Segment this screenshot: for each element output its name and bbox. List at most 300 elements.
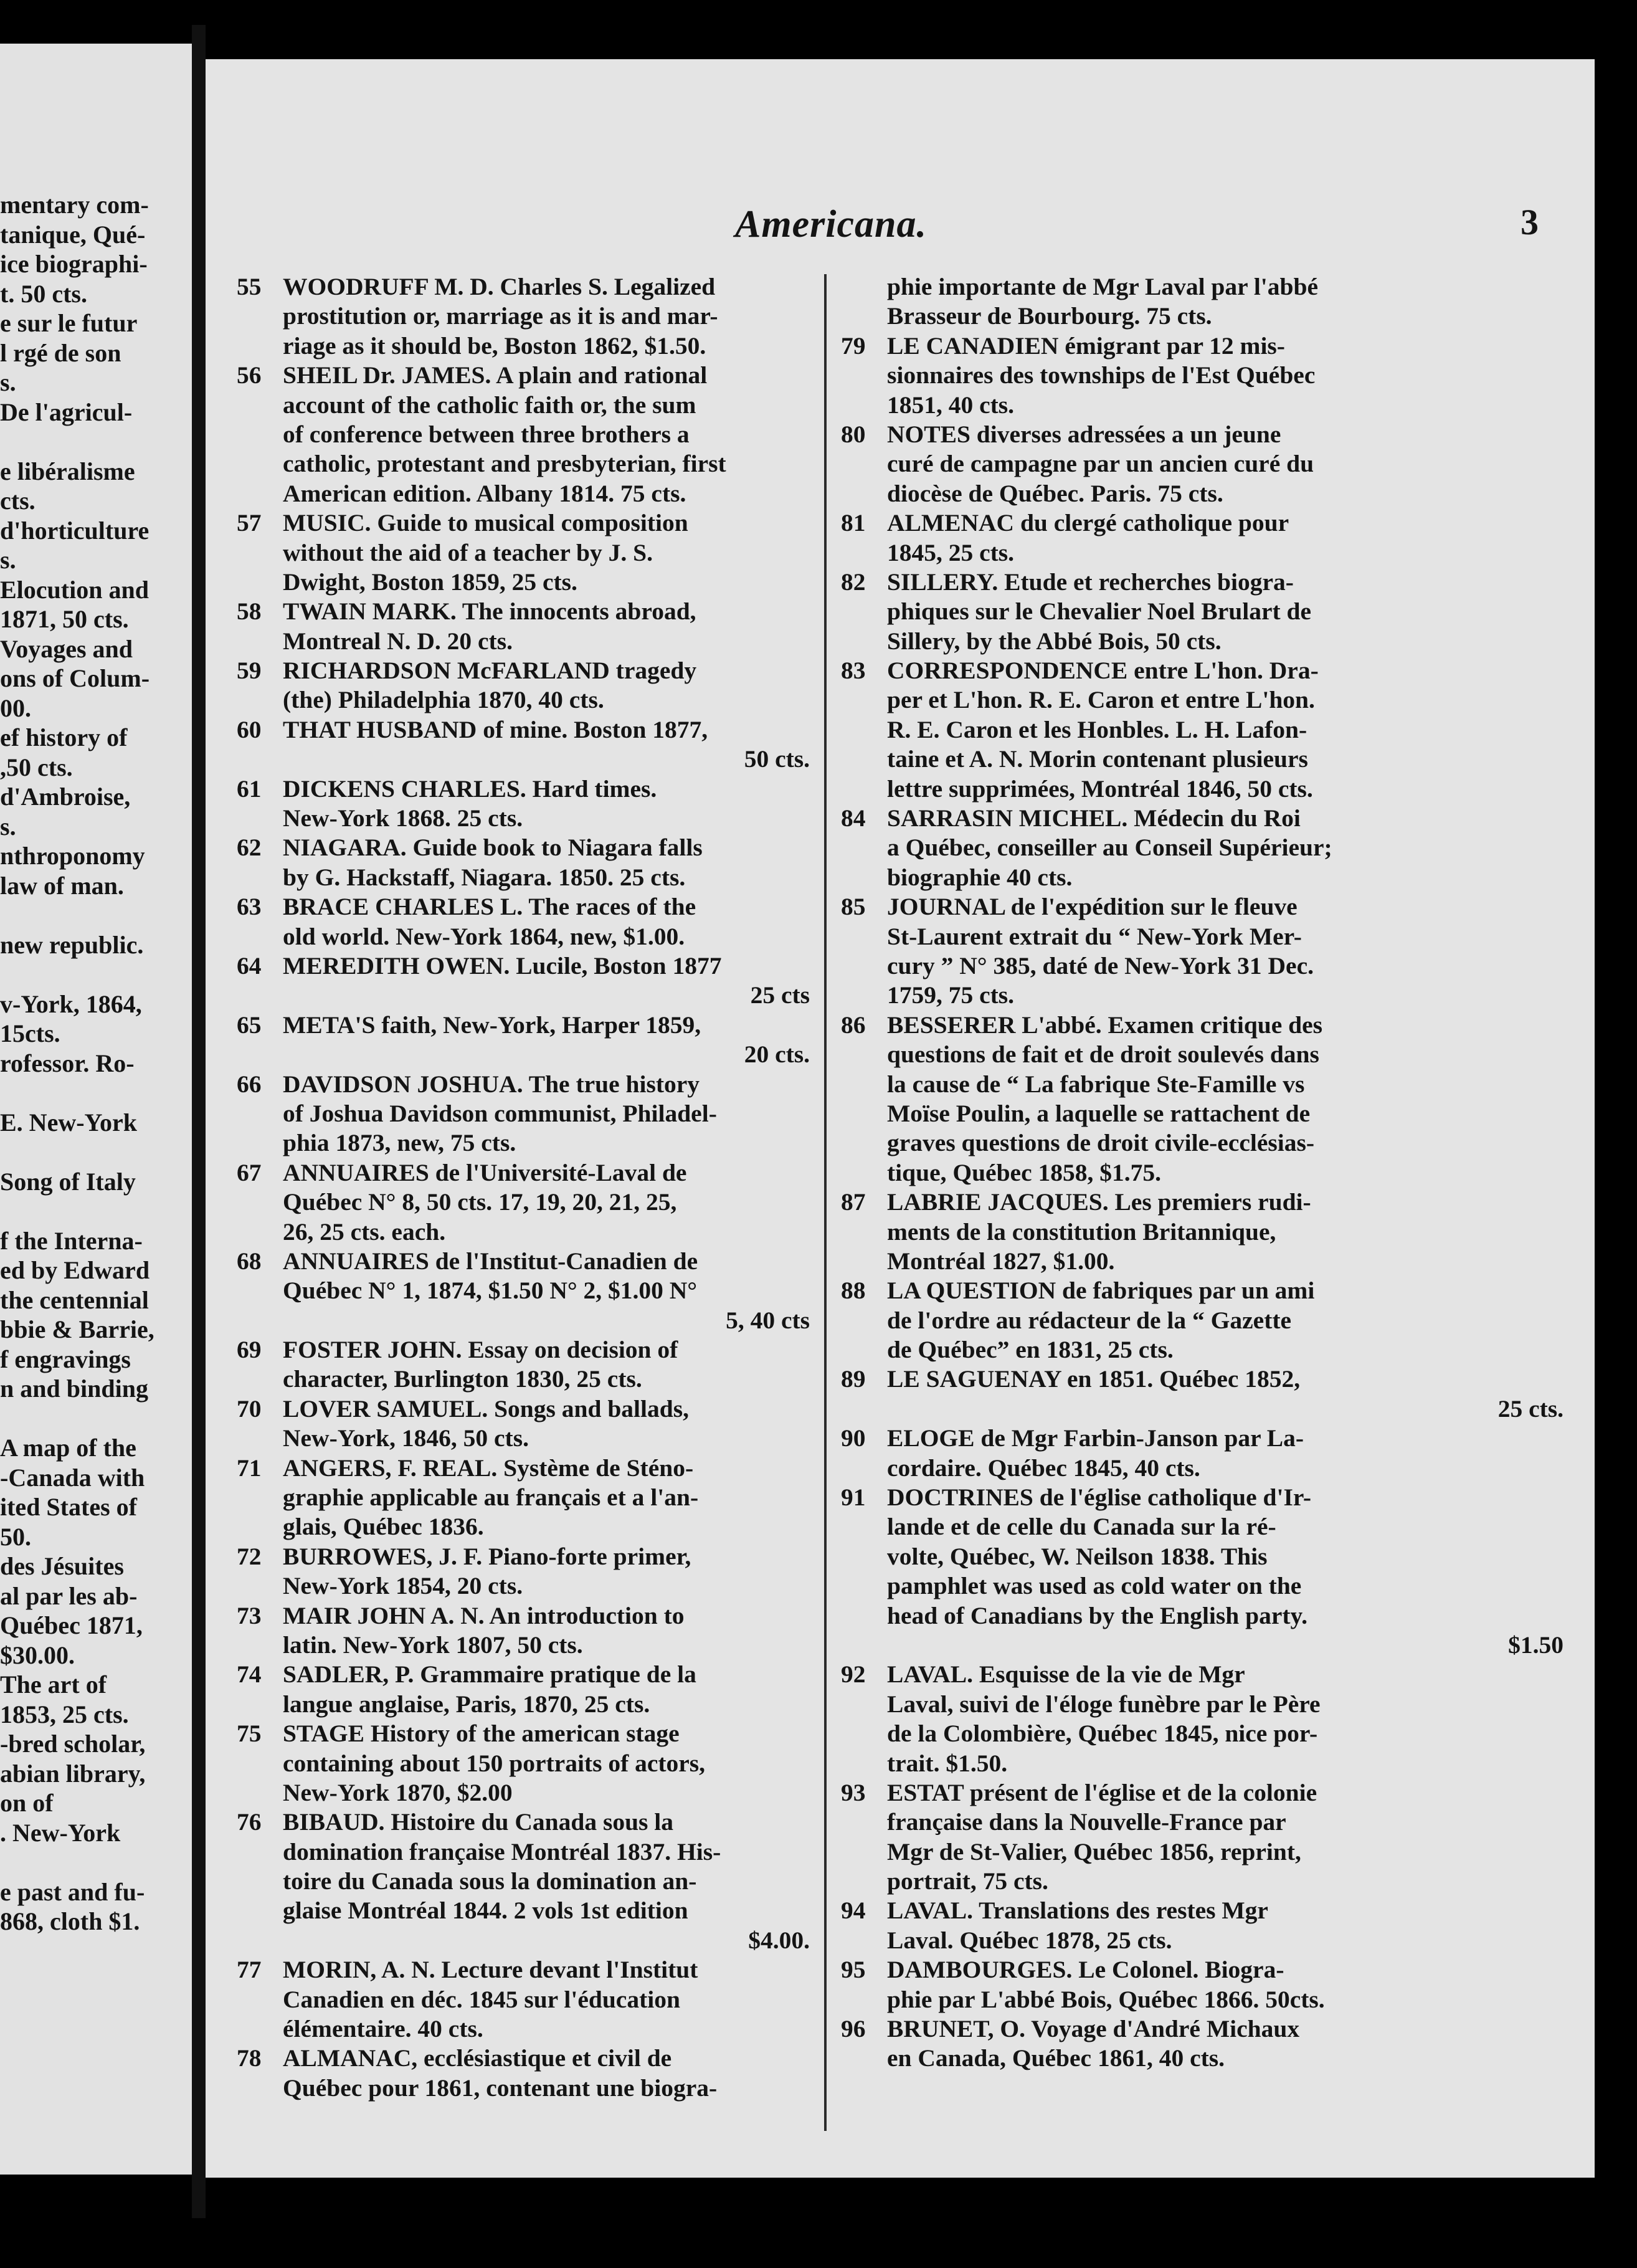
catalog-entry-line (841, 1040, 1576, 1069)
page-number: 3 (1521, 202, 1539, 242)
facing-page-line (0, 1196, 187, 1226)
facing-page-line (0, 1226, 187, 1256)
catalog-entry-start (237, 715, 822, 745)
entry-text: NOTES diverses adressées a un jeune (887, 420, 1281, 448)
catalog-entry-line (841, 1217, 1576, 1247)
entry-text: TWAIN MARK. The innocents abroad, (283, 598, 696, 626)
entry-text: riage as it should be, Boston 1862, $1.50. (283, 331, 706, 360)
catalog-entry-line (841, 361, 1576, 390)
entry-text: Québec N° 8, 50 cts. 17, 19, 20, 21, 25, (283, 1188, 677, 1216)
catalog-entry-line (237, 1837, 822, 1867)
entry-text: BRUNET, O. Voyage d'André Michaux (887, 2015, 1300, 2043)
entry-text: en Canada, Québec 1861, 40 cts. (887, 2044, 1225, 2072)
facing-page-line-text: -Canada with (0, 1463, 145, 1492)
catalog-entry-line (237, 538, 822, 568)
catalog-entry-line (237, 568, 822, 597)
entry-text: phie par L'abbé Bois, Québec 1866. 50cts. (887, 1985, 1325, 2013)
catalog-entry-line (841, 1808, 1576, 1837)
catalog-entry-line (841, 1335, 1576, 1365)
catalog-entry-line (841, 1867, 1576, 1896)
catalog-entry-line (841, 479, 1576, 508)
catalog-entry-line (237, 331, 822, 361)
catalog-entry-start (841, 1188, 1576, 1217)
facing-page-line (0, 1433, 187, 1463)
facing-page-text (0, 190, 187, 1937)
catalog-entry-start (237, 1808, 822, 1837)
entry-number: 56 (237, 361, 262, 389)
catalog-entry-line (237, 1571, 822, 1601)
catalog-entry-line (237, 1896, 822, 1925)
facing-page-line-text: The art of (0, 1670, 107, 1699)
facing-page-line-text: d'horticulture (0, 516, 149, 545)
facing-page-line (0, 1700, 187, 1730)
facing-page-line (0, 604, 187, 634)
catalog-entry-line (237, 1483, 822, 1512)
catalog-entry-start (841, 420, 1576, 449)
entry-text: New-York 1854, 20 cts. (283, 1572, 523, 1600)
catalog-entry-start (237, 833, 822, 862)
facing-page-line (0, 457, 187, 487)
facing-page-line-text: ons of Colum- (0, 664, 150, 692)
facing-page-line-text: De l'agricul- (0, 398, 133, 426)
entry-number: 86 (841, 1011, 866, 1039)
entry-text: 25 cts. (1497, 1394, 1563, 1422)
facing-page-line-text: nthroponomy (0, 842, 145, 870)
catalog-entry-start (237, 1542, 822, 1571)
entry-text: containing about 150 portraits of actors, (283, 1749, 706, 1777)
catalog-entry-start (841, 331, 1576, 361)
entry-text: élémentaire. 40 cts. (283, 2015, 483, 2043)
entry-text: DAMBOURGES. Le Colonel. Biogra- (887, 1956, 1284, 1984)
entry-text: langue anglaise, Paris, 1870, 25 cts. (283, 1690, 650, 1718)
entry-number: 66 (237, 1070, 262, 1098)
entry-number: 79 (841, 331, 866, 360)
facing-page-line (0, 1019, 187, 1049)
facing-page-line (0, 338, 187, 368)
catalog-entry-line (841, 597, 1576, 626)
catalog-entry-line (237, 2074, 822, 2103)
entry-text: THAT HUSBAND of mine. Boston 1877, (283, 715, 708, 743)
facing-page-line (0, 634, 187, 664)
entry-text: New-York, 1846, 50 cts. (283, 1424, 529, 1452)
entry-text: la cause de “ La fabrique Ste-Famille vs (887, 1070, 1305, 1098)
catalog-entry-start (237, 1394, 822, 1424)
catalog-entry-line (237, 391, 822, 420)
entry-text: ANNUAIRES de l'Université-Laval de (283, 1158, 687, 1186)
entry-text: American edition. Albany 1814. 75 cts. (283, 479, 686, 507)
entry-text: lettre supprimées, Montréal 1846, 50 cts. (887, 774, 1313, 803)
catalog-entry-line (841, 1926, 1576, 1955)
facing-page-line (0, 1167, 187, 1197)
entry-text: LAVAL. Esquisse de la vie de Mgr (887, 1660, 1245, 1689)
entry-text: BRACE CHARLES L. The races of the (283, 893, 696, 921)
facing-page-line (0, 1492, 187, 1522)
facing-page-line-text: abian library, (0, 1759, 146, 1788)
entry-text: domination française Montréal 1837. His- (283, 1837, 721, 1865)
entry-number: 96 (841, 2015, 866, 2043)
entry-number: 68 (237, 1247, 262, 1275)
facing-page-line (0, 575, 187, 605)
catalog-entry-start (841, 656, 1576, 685)
entry-text: St-Laurent extrait du “ New-York Mer- (887, 922, 1302, 950)
entry-text: BESSERER L'abbé. Examen critique des (887, 1011, 1323, 1039)
entry-text: cordaire. Québec 1845, 40 cts. (887, 1454, 1200, 1482)
catalog-entry-start (237, 361, 822, 390)
entry-number: 77 (237, 1956, 262, 1984)
entry-text: questions de fait et de droit soulevés dans (887, 1041, 1319, 1069)
catalog-entry-start (237, 1247, 822, 1276)
entry-text: biographie 40 cts. (887, 863, 1073, 891)
facing-page-line-text: cts. (0, 487, 36, 515)
catalog-entry-line (237, 1631, 822, 1660)
facing-page-line (0, 1108, 187, 1138)
entry-text: 50 cts. (744, 745, 810, 773)
facing-page-line-text: t. 50 cts. (0, 279, 87, 308)
entry-text: of conference between three brothers a (283, 420, 690, 448)
facing-page-line-text: 1853, 25 cts. (0, 1700, 129, 1728)
entry-number: 85 (841, 893, 866, 921)
facing-page-line (0, 960, 187, 989)
facing-page-line (0, 1641, 187, 1670)
entry-number: 81 (841, 509, 866, 537)
entry-text: LABRIE JACQUES. Les premiers rudi- (887, 1188, 1311, 1216)
entry-number: 65 (237, 1011, 262, 1039)
catalog-entry-line (841, 538, 1576, 568)
entry-text: Montreal N. D. 20 cts. (283, 627, 513, 655)
catalog-entry-line (237, 1424, 822, 1453)
catalog-entry-line (841, 951, 1576, 981)
facing-page-line-text: Song of Italy (0, 1167, 136, 1196)
entry-number: 83 (841, 657, 866, 685)
catalog-entry-line (237, 1128, 822, 1158)
entry-number: 55 (237, 273, 262, 300)
entry-text: $1.50 (1508, 1631, 1563, 1659)
entry-number: 72 (237, 1542, 262, 1570)
catalog-entry-line (841, 981, 1576, 1010)
entry-number: 76 (237, 1808, 262, 1836)
catalog-entry-line (237, 1867, 822, 1896)
catalog-entry-start (841, 1365, 1576, 1394)
facing-page-line-text: d'Ambroise, (0, 783, 131, 811)
entry-text: glais, Québec 1836. (283, 1513, 484, 1541)
catalog-entry-line (841, 302, 1576, 331)
entry-text: (the) Philadelphia 1870, 40 cts. (283, 686, 604, 714)
entry-number: 61 (237, 774, 262, 803)
entry-number: 92 (841, 1660, 866, 1689)
catalog-entry-start (841, 1011, 1576, 1040)
catalog-entry-line (841, 1099, 1576, 1128)
facing-page-line-text: ed by Edward (0, 1256, 150, 1284)
entry-text: Mgr de St-Valier, Québec 1856, reprint, (887, 1837, 1301, 1865)
facing-page-line-text: on of (0, 1789, 54, 1817)
entry-text: ALMENAC du clergé catholique pour (887, 509, 1289, 537)
catalog-entry-start (237, 1601, 822, 1631)
facing-page-line (0, 427, 187, 457)
catalog-entry-start (841, 1424, 1576, 1453)
facing-page-line (0, 486, 187, 516)
facing-page-line-text: e past and fu- (0, 1877, 145, 1906)
catalog-entry-line (841, 449, 1576, 479)
facing-page-line (0, 1049, 187, 1079)
entry-text: BIBAUD. Histoire du Canada sous la (283, 1808, 674, 1836)
entry-text: phie importante de Mgr Laval par l'abbé (887, 273, 1319, 300)
facing-page-fragment (0, 44, 192, 2175)
left-column (237, 272, 822, 2103)
facing-page-line-text: des Jésuites (0, 1552, 124, 1580)
facing-page-line (0, 930, 187, 960)
running-head: Americana. (735, 203, 927, 245)
entry-text: LE SAGUENAY en 1851. Québec 1852, (887, 1365, 1301, 1393)
catalog-entry-line (841, 863, 1576, 892)
entry-text: R. E. Caron et les Honbles. L. H. Lafon- (887, 715, 1307, 743)
catalog-entry-start (237, 1070, 822, 1099)
entry-text: by G. Hackstaff, Niagara. 1850. 25 cts. (283, 863, 686, 891)
entry-text: ANGERS, F. REAL. Système de Sténo- (283, 1454, 694, 1482)
entry-number: 88 (841, 1277, 866, 1305)
facing-page-line-text: s. (0, 546, 16, 574)
entry-text: SILLERY. Etude et recherches biogra- (887, 568, 1294, 596)
catalog-entry-line (841, 1247, 1576, 1276)
facing-page-line-text: law of man. (0, 871, 124, 900)
entry-text: Montréal 1827, $1.00. (887, 1247, 1115, 1275)
catalog-entry-line (841, 1837, 1576, 1867)
facing-page-line (0, 693, 187, 723)
facing-page-line-text: mentary com- (0, 191, 149, 219)
entry-number: 67 (237, 1158, 262, 1186)
facing-page-line-text: bbie & Barrie, (0, 1315, 154, 1343)
catalog-entry-line (841, 1070, 1576, 1099)
entry-number: 73 (237, 1601, 262, 1629)
catalog-entry-line (841, 1601, 1576, 1631)
facing-page-line (0, 753, 187, 783)
entry-text: volte, Québec, W. Neilson 1838. This (887, 1542, 1268, 1570)
entry-text: SADLER, P. Grammaire pratique de la (283, 1660, 696, 1689)
entry-number: 78 (237, 2044, 262, 2072)
facing-page-line-text: v-York, 1864, (0, 989, 142, 1018)
entry-text: graphie applicable au français et a l'an- (283, 1484, 699, 1512)
facing-page-line (0, 1345, 187, 1375)
facing-page-line (0, 1611, 187, 1641)
column-rule (824, 274, 827, 2131)
facing-page-line-text: e libéralisme (0, 457, 135, 485)
entry-text: account of the catholic faith or, the sum (283, 391, 696, 419)
entry-text: SARRASIN MICHEL. Médecin du Roi (887, 804, 1301, 832)
entry-number: 60 (237, 715, 262, 743)
facing-page-line (0, 249, 187, 279)
catalog-entry-start (237, 508, 822, 538)
entry-number: 57 (237, 509, 262, 537)
entry-text: glaise Montréal 1844. 2 vols 1st edition (283, 1897, 688, 1925)
catalog-entry-line (841, 1719, 1576, 1748)
entry-text: STAGE History of the american stage (283, 1720, 680, 1748)
entry-text: cury ” N° 385, daté de New-York 31 Dec. (887, 951, 1314, 979)
facing-page-line (0, 1670, 187, 1700)
facing-page-line-text: s. (0, 368, 16, 396)
entry-text: 5, 40 cts (726, 1306, 810, 1334)
entry-number: 75 (237, 1720, 262, 1748)
facing-page-line (0, 308, 187, 338)
catalog-entry-start (841, 1660, 1576, 1689)
catalog-entry-start (841, 804, 1576, 833)
catalog-entry-start (237, 892, 822, 922)
entry-text: RICHARDSON McFARLAND tragedy (283, 657, 697, 685)
entry-text: 26, 25 cts. each. (283, 1217, 446, 1246)
catalog-entry-line (237, 2014, 822, 2044)
facing-page-line (0, 871, 187, 901)
entry-number: 62 (237, 834, 262, 862)
facing-page-line-text: E. New-York (0, 1108, 137, 1136)
entry-text: CORRESPONDENCE entre L'hon. Dra- (887, 657, 1319, 685)
entry-text: LA QUESTION de fabriques par un ami (887, 1277, 1315, 1305)
catalog-entry-line (237, 1217, 822, 1247)
catalog-entry-line (237, 1306, 822, 1335)
catalog-entry-start (841, 1483, 1576, 1512)
entry-text: taine et A. N. Morin contenant plusieurs (887, 745, 1308, 773)
entry-number: 70 (237, 1394, 262, 1422)
catalog-entry-line (237, 685, 822, 715)
catalog-entry-line (237, 1778, 822, 1808)
facing-page-line (0, 1581, 187, 1611)
facing-page-line (0, 1818, 187, 1848)
entry-text: ALMANAC, ecclésiastique et civil de (283, 2044, 672, 2072)
entry-text: curé de campagne par un ancien curé du (887, 450, 1314, 478)
entry-text: de la Colombière, Québec 1845, nice por- (887, 1720, 1318, 1748)
entry-text: NIAGARA. Guide book to Niagara falls (283, 834, 703, 862)
catalog-entry-start (841, 892, 1576, 922)
facing-page-line-text: ef history of (0, 723, 128, 751)
facing-page-line (0, 782, 187, 812)
entry-text: portrait, 75 cts. (887, 1867, 1048, 1895)
catalog-entry-line (237, 922, 822, 951)
entry-text: trait. $1.50. (887, 1749, 1008, 1777)
facing-page-line (0, 1759, 187, 1789)
facing-page-line (0, 1551, 187, 1581)
facing-page-line-text: f the Interna- (0, 1226, 143, 1255)
entry-text: phiques sur le Chevalier Noel Brulart de (887, 598, 1312, 626)
catalog-entry-start (237, 774, 822, 804)
entry-text: 1845, 25 cts. (887, 538, 1015, 566)
facing-page-line-text: . New-York (0, 1818, 121, 1847)
catalog-entry-start (841, 568, 1576, 597)
catalog-entry-line (841, 715, 1576, 745)
entry-text: Moïse Poulin, a laquelle se rattachent de (887, 1099, 1311, 1127)
entry-number: 91 (841, 1484, 866, 1512)
catalog-entry-line (237, 1926, 822, 1955)
facing-page-line (0, 398, 187, 427)
entry-number: 82 (841, 568, 866, 596)
entry-text: de Québec” en 1831, 25 cts. (887, 1336, 1174, 1364)
entry-text: toire du Canada sous la domination an- (283, 1867, 697, 1895)
entry-text: META'S faith, New-York, Harper 1859, (283, 1011, 701, 1039)
facing-page-line-text: al par les ab- (0, 1581, 138, 1610)
catalog-entry-line (237, 449, 822, 479)
entry-text: DOCTRINES de l'église catholique d'Ir- (887, 1484, 1312, 1512)
entry-text: a Québec, conseiller au Conseil Supérieur; (887, 834, 1332, 862)
facing-page-line-text: 1871, 50 cts. (0, 605, 129, 633)
entry-text: DAVIDSON JOSHUA. The true history (283, 1070, 700, 1098)
catalog-entry-line (841, 774, 1576, 804)
facing-page-line (0, 1285, 187, 1315)
entry-text: 20 cts. (744, 1041, 810, 1069)
catalog-entry-line (841, 1542, 1576, 1571)
facing-page-line (0, 723, 187, 753)
catalog-entry-line (237, 1512, 822, 1541)
entry-number: 93 (841, 1778, 866, 1806)
catalog-entry-line (237, 745, 822, 774)
book-gutter (192, 25, 206, 2218)
entry-text: ESTAT présent de l'église et de la colonie (887, 1778, 1317, 1806)
entry-text: LAVAL. Translations des restes Mgr (887, 1897, 1268, 1925)
entry-text: BURROWES, J. F. Piano-forte primer, (283, 1542, 691, 1570)
entry-text: MUSIC. Guide to musical composition (283, 509, 688, 537)
catalog-entry-line (841, 1128, 1576, 1158)
right-column (841, 272, 1576, 2074)
facing-page-line (0, 1877, 187, 1907)
entry-text: per et L'hon. R. E. Caron et entre L'hon. (887, 686, 1315, 714)
entry-text: Dwight, Boston 1859, 25 cts. (283, 568, 577, 596)
entry-text: diocèse de Québec. Paris. 75 cts. (887, 479, 1223, 507)
facing-page-line-text: the centennial (0, 1285, 149, 1314)
facing-page-line (0, 190, 187, 220)
entry-text: FOSTER JOHN. Essay on decision of (283, 1336, 678, 1364)
catalog-entry-line (237, 1040, 822, 1069)
catalog-entry-line (841, 1512, 1576, 1541)
entry-text: Laval, suivi de l'éloge funèbre par le Père (887, 1690, 1321, 1718)
catalog-entry-start (237, 656, 822, 685)
entry-text: Sillery, by the Abbé Bois, 50 cts. (887, 627, 1222, 655)
catalog-entry-line (841, 1749, 1576, 1778)
catalog-entry-line (841, 272, 1576, 302)
catalog-entry-line (237, 1690, 822, 1719)
catalog-entry-line (841, 1454, 1576, 1483)
catalog-entry-start (237, 1454, 822, 1483)
entry-text: of Joshua Davidson communist, Philadel- (283, 1099, 717, 1127)
entry-text: DICKENS CHARLES. Hard times. (283, 774, 657, 803)
facing-page-line-text: 868, cloth $1. (0, 1907, 140, 1935)
catalog-entry-line (841, 745, 1576, 774)
catalog-entry-line (841, 1690, 1576, 1719)
facing-page-line (0, 1256, 187, 1285)
facing-page-line-text: tanique, Qué- (0, 220, 146, 249)
entry-text: française dans la Nouvelle-France par (887, 1808, 1286, 1836)
facing-page-line (0, 1404, 187, 1434)
catalog-entry-line (841, 1158, 1576, 1188)
facing-page-line (0, 1907, 187, 1937)
facing-page-line (0, 220, 187, 250)
catalog-entry-start (841, 1896, 1576, 1925)
catalog-entry-line (237, 1099, 822, 1128)
entry-text: sionnaires des townships de l'Est Québec (887, 361, 1316, 389)
facing-page-line (0, 516, 187, 546)
catalog-entry-start (237, 1158, 822, 1188)
entry-text: Brasseur de Bourbourg. 75 cts. (887, 302, 1212, 330)
facing-page-line (0, 812, 187, 842)
facing-page-line (0, 545, 187, 575)
entry-text: JOURNAL de l'expédition sur le fleuve (887, 893, 1298, 921)
entry-text: de l'ordre au rédacteur de la “ Gazette (887, 1306, 1292, 1334)
catalog-entry-line (237, 302, 822, 331)
catalog-entry-line (841, 2044, 1576, 2073)
entry-text: character, Burlington 1830, 25 cts. (283, 1365, 642, 1393)
facing-page-line (0, 989, 187, 1019)
catalog-entry-start (237, 1335, 822, 1365)
entry-number: 95 (841, 1956, 866, 1984)
entry-number: 80 (841, 420, 866, 448)
entry-number: 63 (237, 893, 262, 921)
entry-text: 25 cts (750, 981, 810, 1009)
entry-text: pamphlet was used as cold water on the (887, 1572, 1302, 1600)
facing-page-line (0, 1315, 187, 1345)
